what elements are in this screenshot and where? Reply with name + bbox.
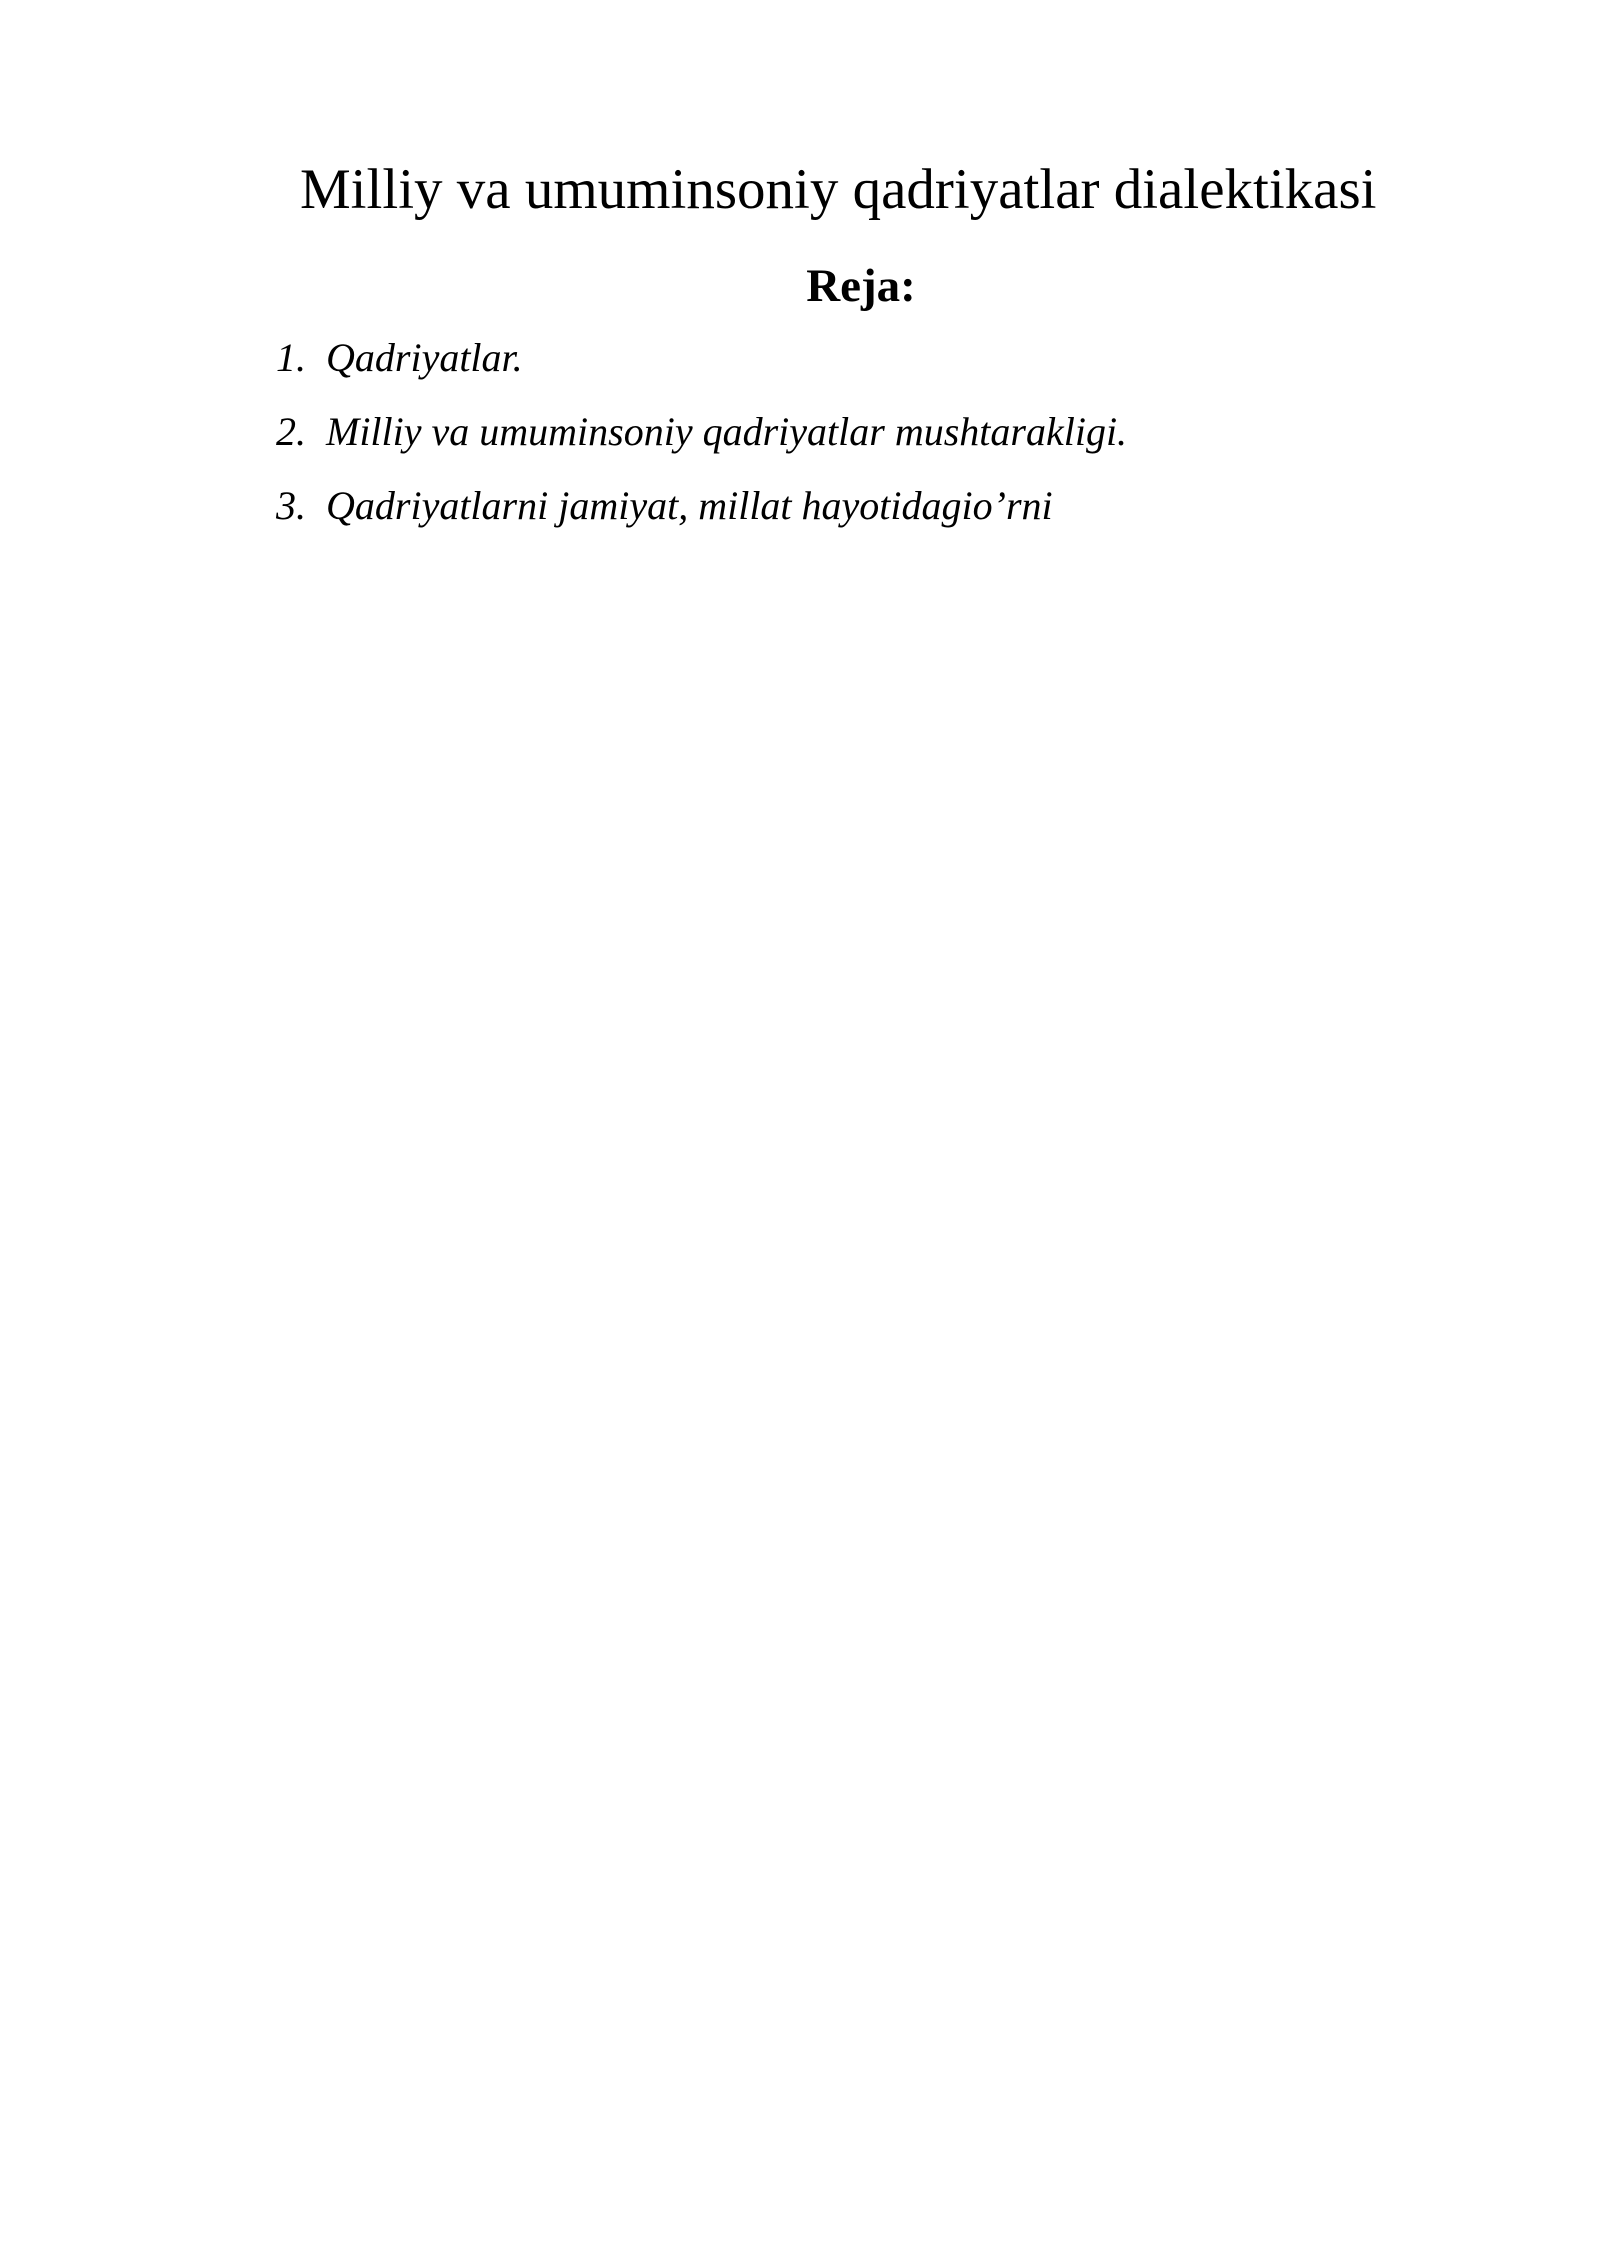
- plan-heading: Reja:: [806, 260, 916, 312]
- plan-item-number: 1.: [276, 335, 306, 380]
- plan-list: [276, 330, 1127, 552]
- plan-item-2: [276, 404, 1127, 460]
- document-title: Milliy va umuminsoniy qadriyatlar dialektikasi: [300, 158, 1377, 221]
- plan-item-1: [276, 330, 1127, 386]
- plan-item-3: [276, 478, 1127, 534]
- plan-item-text: Qadriyatlarni jamiyat, millat hayotidagio’rni: [326, 483, 1053, 528]
- plan-item-number: 2.: [276, 409, 306, 454]
- plan-item-text: Qadriyatlar.: [326, 335, 523, 380]
- plan-item-text: Milliy va umuminsoniy qadriyatlar mushtarakligi.: [326, 409, 1128, 454]
- plan-item-number: 3.: [276, 483, 306, 528]
